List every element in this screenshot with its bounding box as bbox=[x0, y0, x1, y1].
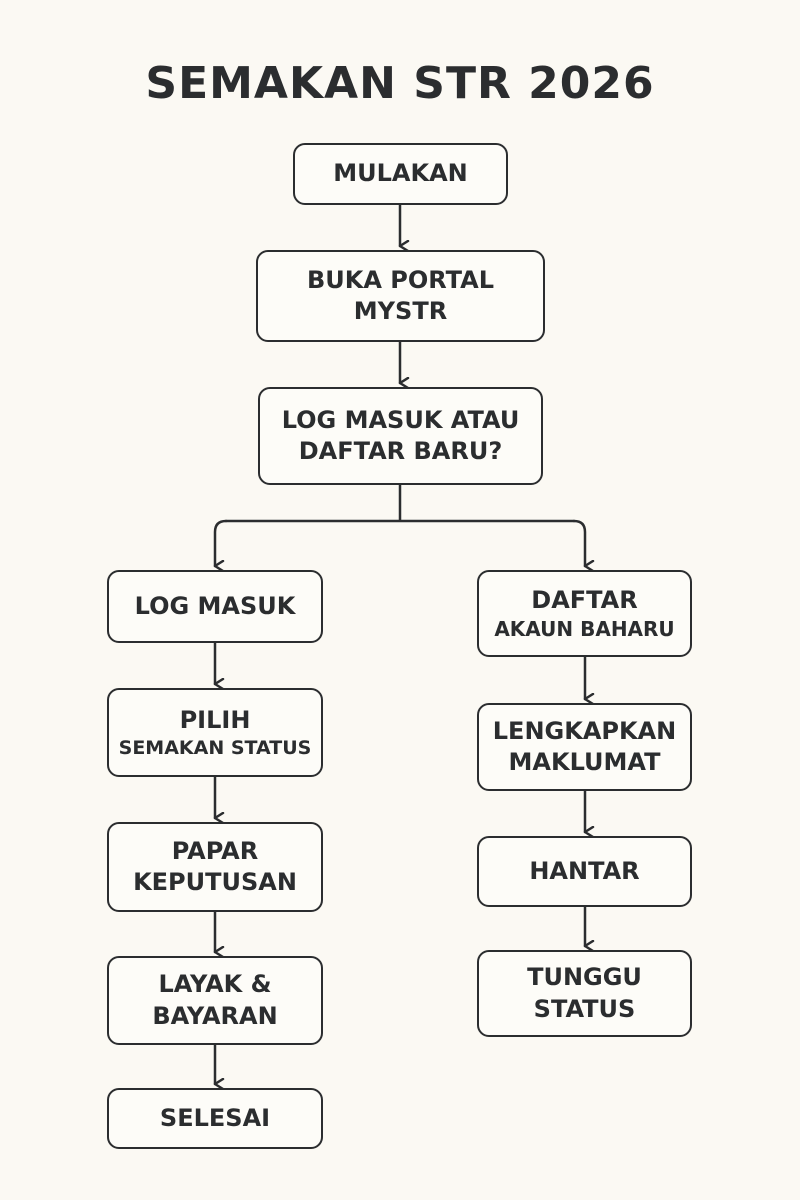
node-register bbox=[477, 570, 692, 657]
node-wait-status bbox=[477, 950, 692, 1037]
node-wait-status-line2: STATUS bbox=[533, 994, 636, 1023]
node-decision bbox=[258, 387, 543, 485]
node-show-decision bbox=[107, 822, 323, 912]
node-finish-label: SELESAI bbox=[159, 1103, 271, 1132]
split-connector bbox=[226, 485, 574, 521]
node-choose-check-line1: PILIH bbox=[179, 705, 251, 734]
node-choose-check bbox=[107, 688, 323, 777]
arrow-decision-to-register bbox=[574, 521, 585, 566]
node-register-line1: DAFTAR bbox=[531, 585, 638, 614]
node-login bbox=[107, 570, 323, 643]
arrow-decision-to-login bbox=[215, 521, 226, 566]
node-open-portal-line2: MYSTR bbox=[353, 297, 448, 325]
node-register-line2: AKAUN BAHARU bbox=[494, 617, 675, 642]
node-open-portal bbox=[256, 250, 545, 342]
node-show-decision-line2: KEPUTUSAN bbox=[133, 868, 297, 896]
node-decision-line1: LOG MASUK ATAU bbox=[281, 405, 520, 434]
node-wait-status-line1: TUNGGU bbox=[527, 963, 642, 992]
node-finish bbox=[107, 1088, 323, 1149]
node-eligible-payment-line1: LAYAK & bbox=[158, 970, 272, 999]
node-start-label: MULAKAN bbox=[333, 159, 468, 188]
node-open-portal-line1: BUKA PORTAL bbox=[306, 265, 495, 294]
node-login-label: LOG MASUK bbox=[134, 591, 296, 620]
diagram-title: SEMAKAN STR 2026 bbox=[145, 58, 655, 109]
node-eligible-payment-line2: BAYARAN bbox=[152, 1001, 278, 1030]
node-eligible-payment bbox=[107, 956, 323, 1045]
node-complete-info bbox=[477, 703, 692, 791]
node-complete-info-line2: MAKLUMAT bbox=[508, 748, 661, 776]
node-submit-label: HANTAR bbox=[529, 856, 640, 885]
node-complete-info-line1: LENGKAPKAN bbox=[492, 716, 677, 745]
node-show-decision-line1: PAPAR bbox=[171, 836, 259, 865]
node-start bbox=[293, 143, 508, 205]
node-choose-check-line2: SEMAKAN STATUS bbox=[118, 736, 312, 759]
node-decision-line2: DAFTAR BARU? bbox=[298, 437, 503, 465]
node-submit bbox=[477, 836, 692, 907]
